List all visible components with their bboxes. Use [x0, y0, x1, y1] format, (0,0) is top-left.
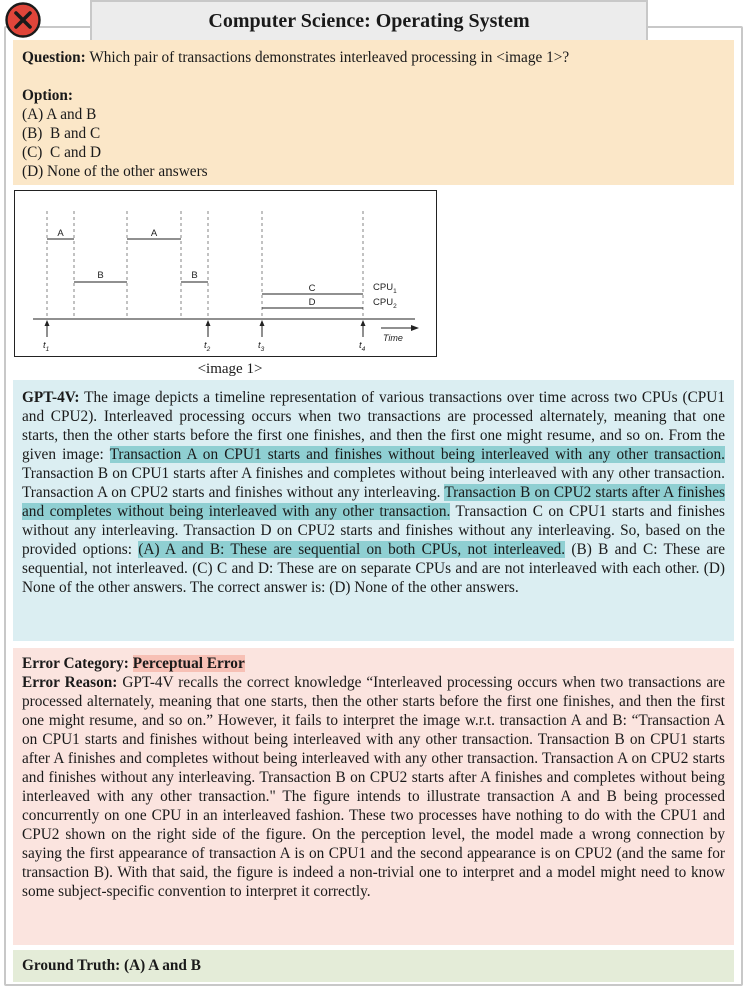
response-text-3: Transaction C on CPU1 starts and finishes without any interleaving. Transaction D on CPU2 starts and finishes without any interleaving. So, based on the provided options:	[22, 503, 725, 558]
option-b: (B) B and C	[22, 125, 101, 142]
label-c: C	[308, 283, 316, 294]
error-category-value: Perceptual Error	[132, 655, 245, 672]
tick-t4: $t_4$	[359, 340, 366, 353]
response-text-4: (B) B and C: These are sequential, not interleaved. (C) C and D: These are on separate CPUs and are not interleaved with each other. (D) None of the other answers. The correct answer is: (D) None of the other answers.	[22, 541, 726, 596]
error-reason: Error Reason: GPT-4V recalls the correct knowledge “Interleaved processing occurs when two transactions are processed alternately, meaning that one starts, then the other starts before the first one finishes, and then the first one might resume, and so on.” However, it fails to interpret the image w.r.t. transaction A and B: “Transaction A on CPU1 starts and finishes without being interleaved with any other transaction. Transaction B on CPU1 starts after A finishes and completes without being interleaved with any other transaction. Transaction A on CPU2 starts and finishes without any interleaving. Transaction B on CPU2 starts after A finishes and completes without being interleaved with any other transaction." The figure intends to illustrate transaction A and B being processed concurrently on one CPU in an interleaved fashion. These two processes have nothing to do with the CPU1 and CPU2 shown on the right side of the figure. On the perception level, the model made a wrong connection by saying the first appearance of transaction A is on CPU1 and the second appearance is on CPU2 (and the same for transaction B). With that said, the figure is indeed a non-trivial one to interpret and a model might need to know some subject-specific convention to interpret it correctly.	[22, 674, 725, 900]
tick-t3: $t_3$	[258, 340, 265, 353]
label-b1: B	[97, 270, 104, 281]
option-a: (A) A and B	[22, 106, 97, 123]
timeline-figure	[14, 190, 437, 357]
error-category: Error Category: Perceptual Error	[22, 655, 245, 672]
label-time: Time	[383, 333, 403, 343]
label-a1: A	[57, 228, 64, 239]
gpt4v-response	[13, 380, 734, 641]
response-text-2: Transaction B on CPU1 starts after A finishes and completes without being interleaved with any other transaction. Transaction A on CPU2 starts and finishes without any interleaving.	[22, 465, 725, 501]
tick-t2: $t_2$	[204, 340, 211, 353]
wrong-answer-icon	[4, 1, 42, 39]
tick-t1: $t_1$	[43, 340, 50, 353]
option-d: (D) None of the other answers	[22, 163, 208, 180]
highlight-2: Transaction B on CPU2 starts after A finishes and completes without being interleaved with any other transaction.	[22, 484, 725, 520]
option-c: (C) C and D	[22, 144, 102, 161]
label-cpu2: $CPU_2$	[373, 297, 397, 310]
ground-truth: Ground Truth: (A) A and B	[13, 950, 734, 982]
question-box	[13, 40, 734, 185]
response-text-1: The image depicts a timeline representation of various transactions over time across two CPUs (CPU1 and CPU2). Interleaved processing occurs when two transactions are processed alternately, meaning that one starts, then the other starts before the first one finishes, and then the first one might resume, and so on. From the given image:	[22, 389, 725, 463]
error-analysis	[13, 648, 734, 945]
page-title: Computer Science: Operating System	[90, 0, 648, 40]
dashed-guides	[47, 211, 363, 319]
label-cpu1: $CPU_1$	[373, 282, 397, 295]
time-arrowhead	[411, 325, 419, 331]
timeline-diagram	[15, 191, 435, 355]
gpt4v-label: GPT-4V:	[22, 389, 80, 406]
label-a2: A	[150, 228, 158, 239]
label-d: D	[308, 297, 316, 308]
option-label: Option:	[22, 87, 73, 104]
figure-caption: <image 1>	[197, 361, 263, 377]
label-b2: B	[191, 270, 198, 281]
highlight-1: Transaction A on CPU1 starts and finishes without being interleaved with any other transaction.	[109, 446, 725, 463]
highlight-3: (A) A and B: These are sequential on both CPUs, not interleaved.	[138, 541, 566, 558]
question-line: Question: Which pair of transactions demonstrates interleaved processing in <image 1>?	[22, 49, 570, 66]
